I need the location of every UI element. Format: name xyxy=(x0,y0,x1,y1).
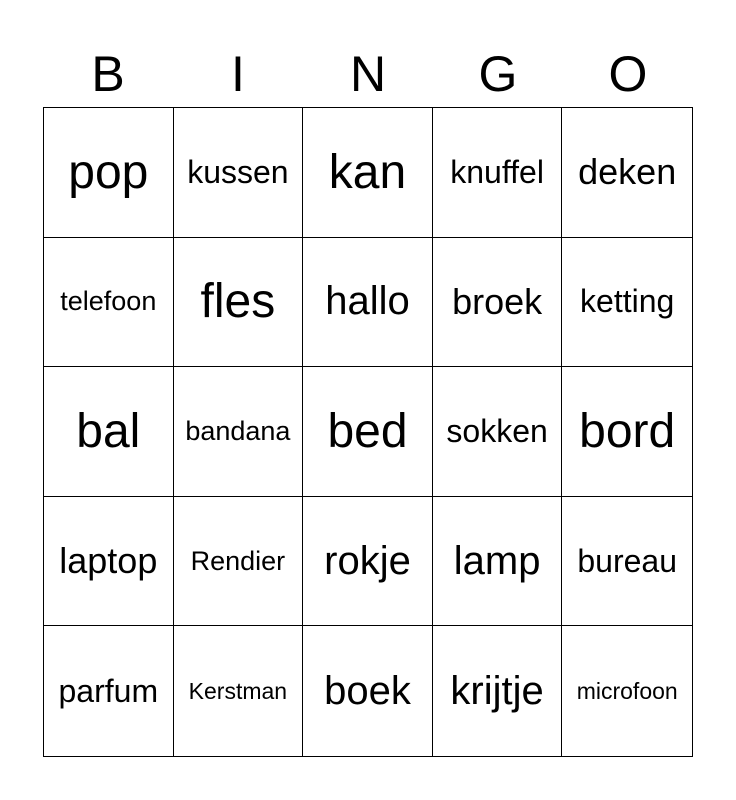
bingo-cell[interactable]: kussen xyxy=(174,108,304,238)
bingo-header xyxy=(43,42,693,106)
header-letter-n: N xyxy=(349,46,387,102)
bingo-cell[interactable]: bal xyxy=(44,367,174,497)
bingo-cell[interactable]: deken xyxy=(562,108,692,238)
bingo-cell[interactable]: Kerstman xyxy=(174,626,304,756)
header-letter-i: I xyxy=(231,46,245,102)
header-letter-b: B xyxy=(91,46,125,102)
bingo-cell[interactable]: Rendier xyxy=(174,497,304,627)
bingo-cell[interactable]: boek xyxy=(303,626,433,756)
bingo-cell[interactable]: knuffel xyxy=(433,108,563,238)
bingo-cell[interactable]: bord xyxy=(562,367,692,497)
bingo-cell[interactable]: laptop xyxy=(44,497,174,627)
bingo-cell[interactable]: bed xyxy=(303,367,433,497)
header-letter-o: O xyxy=(608,46,648,102)
bingo-cell[interactable]: lamp xyxy=(433,497,563,627)
header-letter-g: G xyxy=(478,46,518,102)
bingo-cell[interactable]: sokken xyxy=(433,367,563,497)
bingo-cell[interactable]: bandana xyxy=(174,367,304,497)
bingo-cell[interactable]: broek xyxy=(433,238,563,368)
bingo-card-grid xyxy=(43,107,693,757)
bingo-cell[interactable]: fles xyxy=(174,238,304,368)
bingo-cell[interactable]: microfoon xyxy=(576,677,678,704)
bingo-cell[interactable]: hallo xyxy=(303,238,433,368)
bingo-cell[interactable]: krijtje xyxy=(433,626,563,756)
bingo-cell[interactable]: ketting xyxy=(562,238,692,368)
bingo-cell[interactable]: kan xyxy=(303,108,433,238)
bingo-cell[interactable]: bureau xyxy=(562,497,692,627)
bingo-cell[interactable]: parfum xyxy=(44,626,174,756)
bingo-cell[interactable]: pop xyxy=(44,108,174,238)
bingo-cell[interactable]: rokje xyxy=(303,497,433,627)
bingo-cell[interactable]: telefoon xyxy=(44,238,174,368)
